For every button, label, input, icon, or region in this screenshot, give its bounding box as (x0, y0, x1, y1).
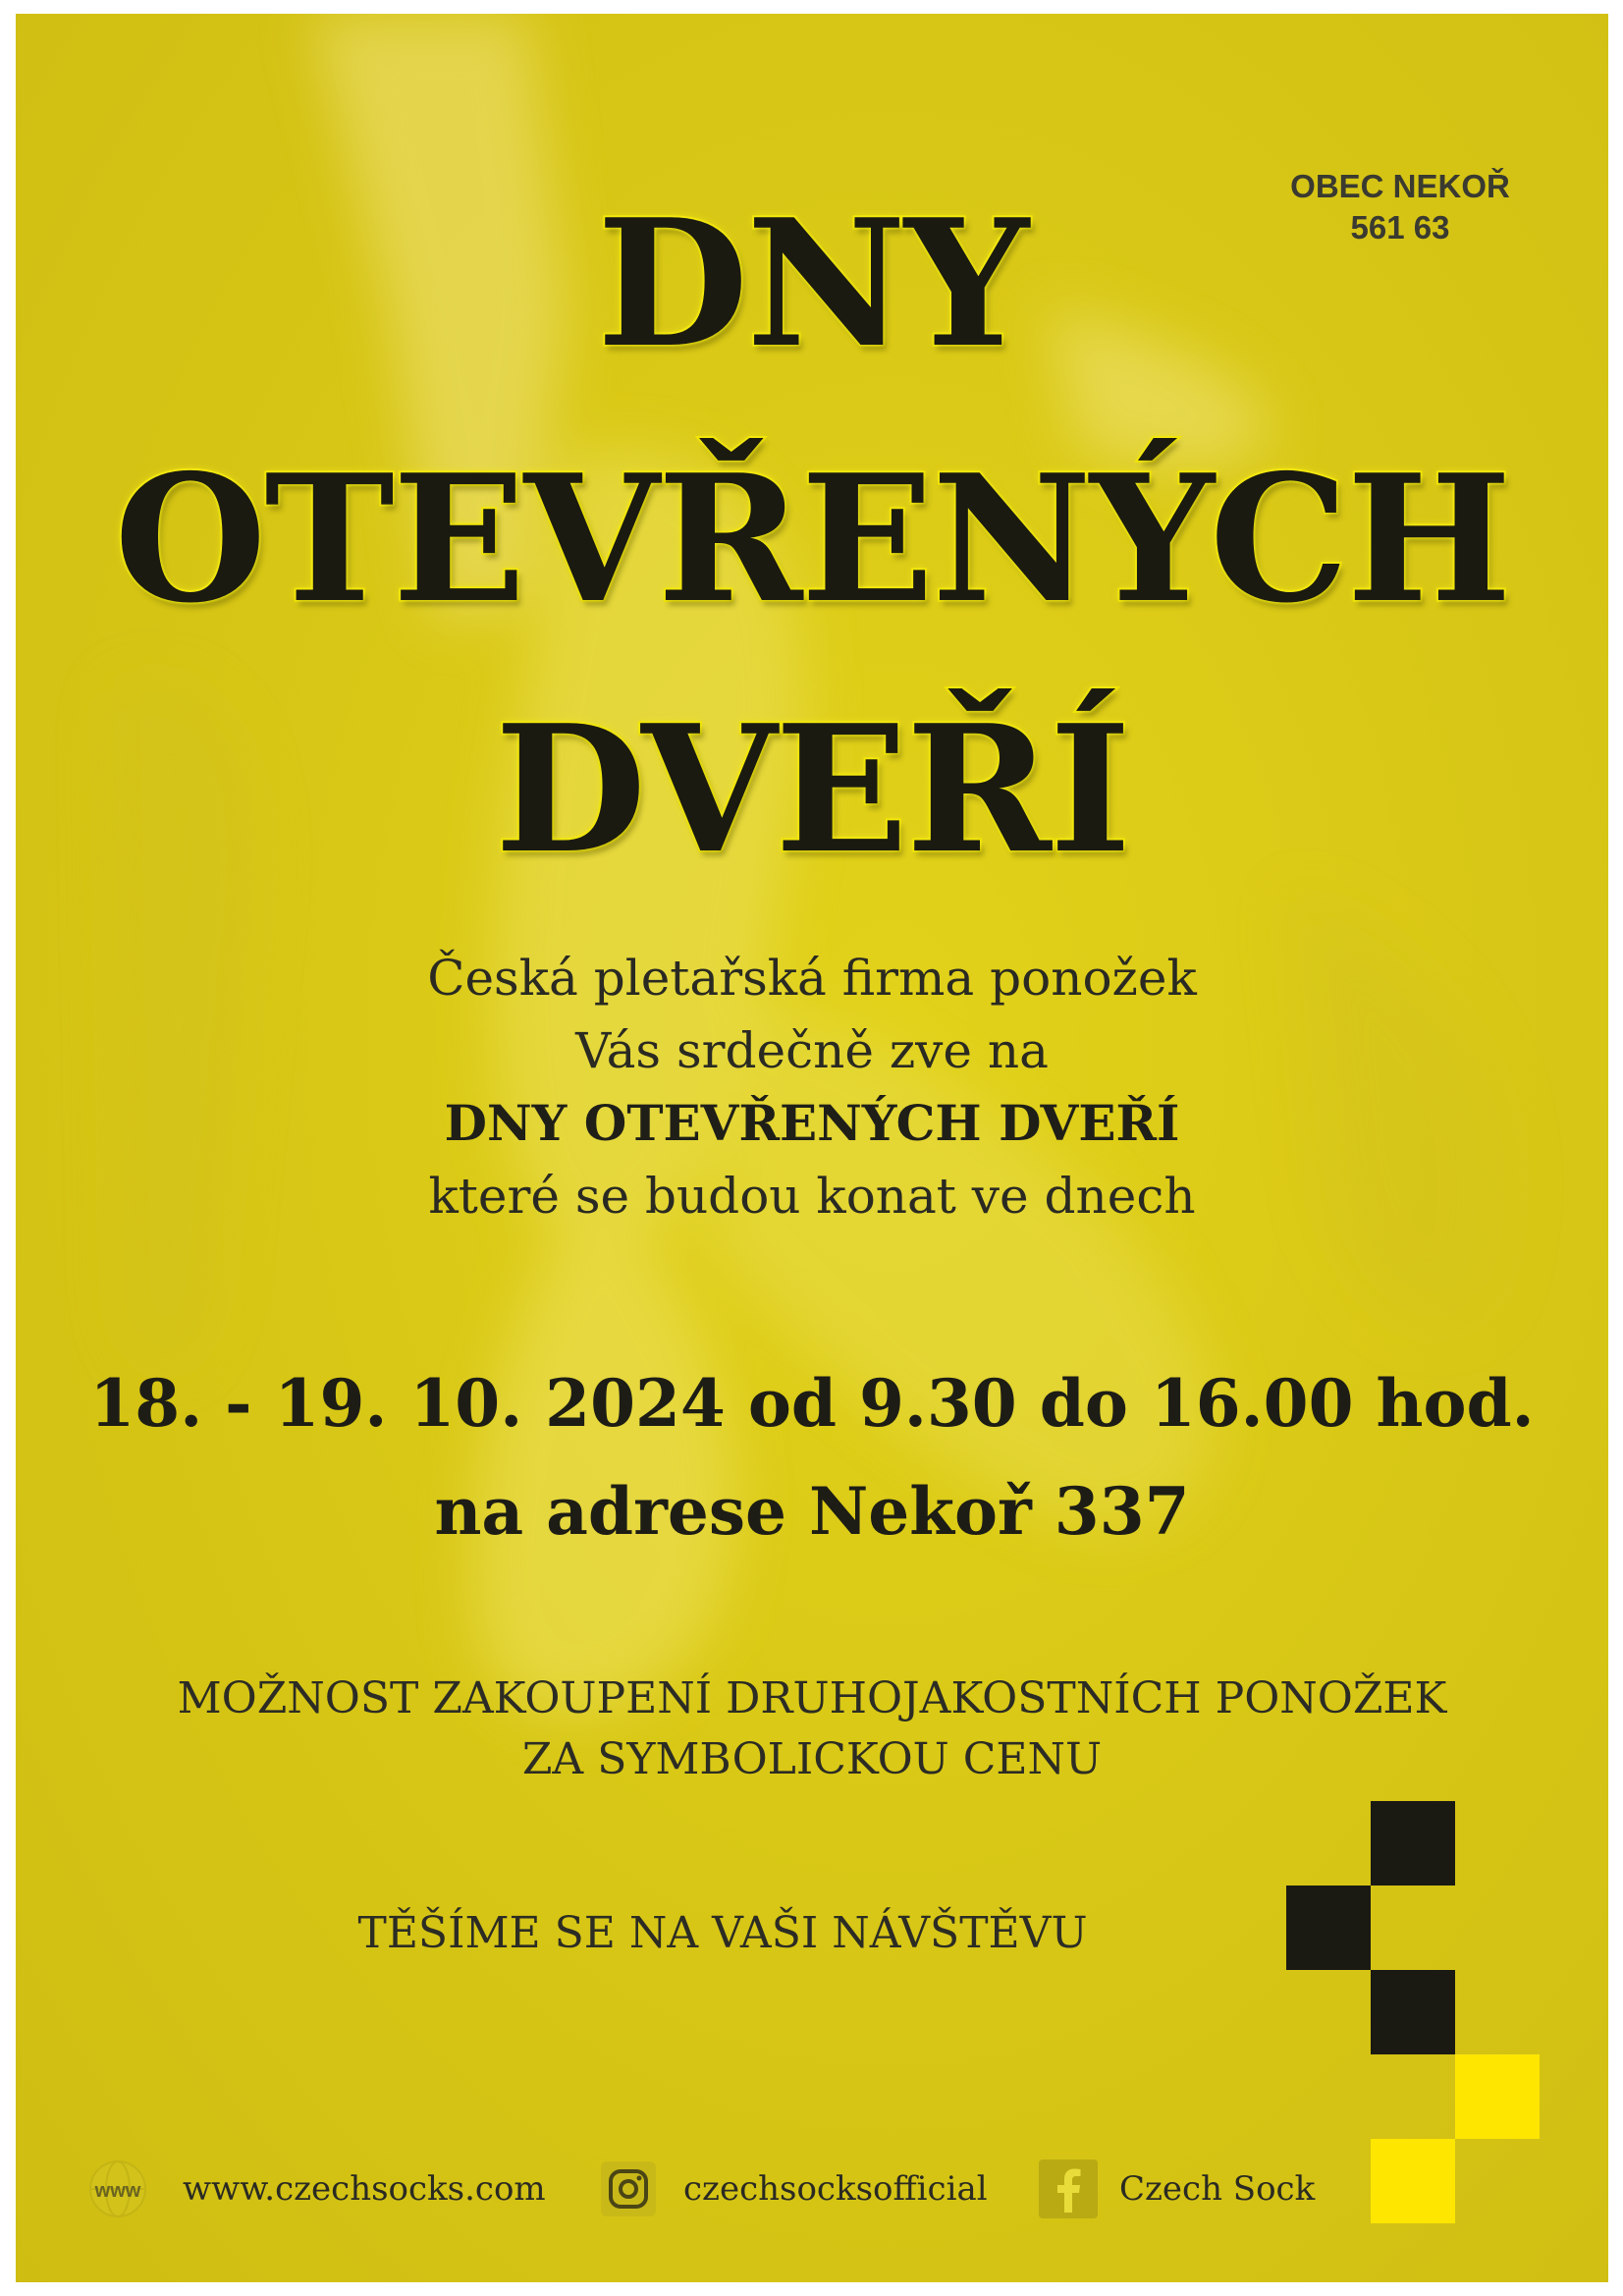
stamp-line-2: 561 63 (1350, 209, 1450, 246)
instagram-handle[interactable]: czechsocksofficial (683, 2169, 988, 2209)
logo-square-2 (1286, 1886, 1371, 1970)
footer-web[interactable] (79, 2155, 546, 2223)
event-address: na adrese Nekoř 337 (434, 1473, 1190, 1550)
intro-line-4: které se budou konat ve dnech (428, 1168, 1196, 1225)
instagram-icon (599, 2159, 658, 2218)
title-line-3: DVEŘÍ (494, 686, 1130, 892)
czech-sock-logo (1272, 1801, 1557, 2233)
welcome-text: TĚŠÍME SE NA VAŠI NÁVŠTĚVU (357, 1908, 1088, 1958)
title-line-2: OTEVŘENÝCH (114, 436, 1510, 641)
intro-line-1: Česká pletařská firma ponožek (427, 950, 1197, 1007)
logo-square-4 (1455, 2054, 1540, 2139)
offer-text (16, 1668, 1608, 1790)
facebook-icon (1037, 2158, 1100, 2220)
event-details (16, 1349, 1608, 1565)
offer-line-2: ZA SYMBOLICKOU CENU (521, 1734, 1103, 1784)
invitation-text (16, 942, 1608, 1232)
poster (16, 14, 1608, 2282)
logo-square-1 (1371, 1801, 1455, 1886)
facebook-page[interactable]: Czech Sock (1119, 2169, 1316, 2209)
intro-line-2: Vás srdečně zve na (575, 1022, 1049, 1079)
footer-instagram[interactable] (599, 2155, 988, 2223)
intro-line-3: DNY OTEVŘENÝCH DVEŘÍ (444, 1094, 1180, 1152)
title-line-1: DNY (596, 181, 1028, 386)
logo-square-5 (1371, 2139, 1455, 2223)
svg-text:www: www (94, 2180, 141, 2202)
footer-facebook[interactable] (1037, 2155, 1315, 2223)
event-date: 18. - 19. 10. 2024 od 9.30 do 16.00 hod. (89, 1365, 1535, 1442)
website-link[interactable]: www.czechsocks.com (183, 2169, 546, 2209)
globe-icon (79, 2158, 157, 2220)
logo-square-3 (1371, 1970, 1455, 2054)
stamp-line-1: OBEC NEKOŘ (1290, 168, 1510, 204)
offer-line-1: MOŽNOST ZAKOUPENÍ DRUHOJAKOSTNÍCH PONOŽEK (177, 1673, 1447, 1723)
